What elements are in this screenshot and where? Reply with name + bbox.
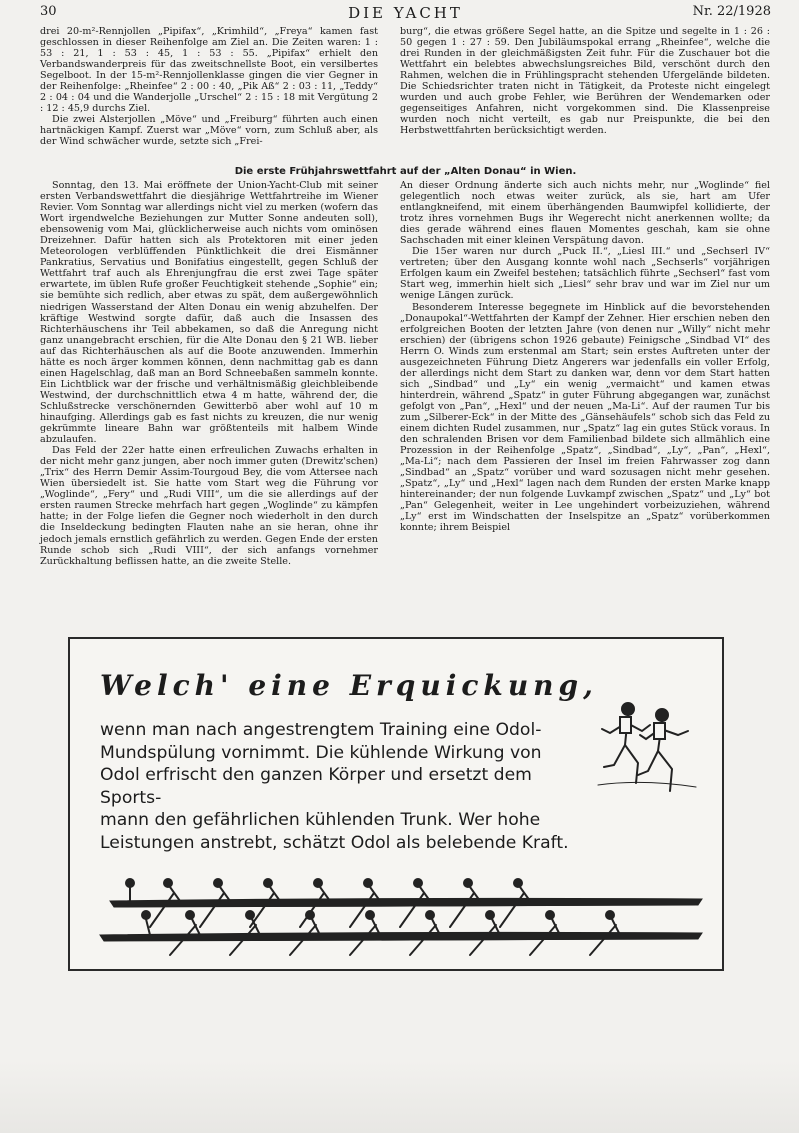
ad-line: Leistungen anstrebt, schätzt Odol als belebende Kraft. — [100, 832, 569, 853]
paragraph: burg“, die etwas größere Segel hatte, an die Spitze und segelte in 1 : 26 : 50 gegen 1 : 27 : 59. Den Jubiläumspokal errang „Rheinfee“, welche die drei Runden in der gleichmäßigsten Zeit fuhr. Für die Zuschauer bot die Wettfahrt ein belebtes abwechslungsreiches Bild, verschönt durch den Rahmen, welchen die in Frühlingspracht stehenden Ufergelände bildeten. Die Schiedsrichter traten nicht in Tätigkeit, da Proteste nicht eingelegt wurden und auch grobe Fehler, wie Berühren der Wendemarken oder gegenseitiges Anfahren, nicht vorgekommen sind. Die Klassenpreise wurden noch nicht verteilt, es gab nur Preispunkte, die bei den Herbstwettfahrten berücksichtigt werden. — [400, 26, 770, 137]
article-left-column — [40, 180, 378, 567]
article-right-column — [400, 180, 770, 534]
page-number: 30 — [40, 4, 57, 19]
issue-number: Nr. 22/1928 — [692, 4, 771, 19]
ad-line: wenn man nach angestrengtem Training eine Odol- — [100, 720, 542, 740]
ad-line: mann den gefährlichen kühlenden Trunk. Wer hohe — [100, 810, 541, 831]
paragraph: Die zwei Alsterjollen „Möve“ und „Freiburg“ führten auch einen hartnäckigen Kampf. Zuerst war „Möve“ vorn, zum Schluß aber, als der Wind schwächer wurde, setzte sich „Frei- — [40, 114, 378, 148]
paragraph: Sonntag, den 13. Mai eröffnete der Union-Yacht-Club mit seiner ersten Verbandswettfahrt die diesjährige Wettfahrtreihe im Wiener Revier. Vom Sonntag war allerdings nicht viel zu merken (wofern das Wort irgendwelche Beziehungen zur Mutter Sonne andeuten soll), ebensowenig vom Mai, glücklicherweise auch nichts vom ominösen Dreizehner. Dafür hatten sich als Protektoren mit einer jeden Meteorologen verblüffenden Pünktlichkeit die drei Eismänner Pankratius, Servatius und Bonifatius eingestellt, gegen Schluß der Wettfahrt traf auch als Ehrenjungfrau die erst zwei Tage später erwartete, im üblen Rufe großer Feuchtigkeit stehende „Sophie“ ein; sie bemühte sich redlich, aber etwas zu spät, dem außergewöhnlich niedrigen Wasserstand der Alten Donau ein wenig abzuhelfen. Der kräftige Westwind sorgte dafür, daß auch die Insassen des Richterhäuschens ihr Teil abbekamen, so daß die Anregung nicht ganz unangebracht erschien, für die Alte Donau den § 21 WB. lieber auf das Richterhäuschen als auf die Boote anzuwenden. Immerhin hätte es noch ärger kommen können, denn nachmittag gab es dann einen Hagelschlag, daß man an Bord Schneebaßen sammeln konnte. Ein Lichtblick war der frische und verhältnismäßig gleichbleibende Westwind, der durchschnittlich etwa 4 m hatte, während der, die Schlußstrecke verschönernden Gewitterbö aber wohl auf 10 m hinaufging. Allerdings gab es fast nichts zu kreuzen, die nur wenig gekrümmte lineare Bahn war größtenteils mit halbem Winde abzulaufen. — [40, 180, 378, 446]
paragraph: Die 15er waren nur durch „Puck II.“, „Liesl III.“ und „Sechserl IV“ vertreten; über den Ausgang konnte wohl nach „Sechserls“ vorjährigen Erfolgen kaum ein Zweifel bestehen; tatsächlich führte „Sechserl“ fast vom Start weg, immerhin hielt sich „Liesl“ sehr brav und war im Ziel nur um wenige Längen zurück. — [400, 246, 770, 302]
rowing-crew-illustration — [90, 857, 710, 957]
top-right-column — [400, 26, 770, 136]
ad-headline: Welch' eine Erquickung, — [100, 669, 598, 702]
article-title: Die erste Frühjahrswettfahrt auf der „Alten Donau“ in Wien. — [234, 166, 577, 177]
ad-line: Odol erfrischt den ganzen Körper und ersetzt dem Sports- — [100, 765, 532, 808]
page-header — [40, 4, 771, 22]
paragraph: Das Feld der 22er hatte einen erfreulichen Zuwachs erhalten in der nicht mehr ganz jungen, aber noch immer guten (Drewitz'schen) „Trix“ des Herrn Demir Assim-Tourgoud Bey, die vom Attersee nach Wien übersiedelt ist. Sie hatte vom Start weg die Führung vor „Woglinde“, „Fery“ und „Rudi VIII“, um die sie allerdings auf der ersten raumen Strecke mehrfach hart gegen „Woglinde“ zu kämpfen hatte; in der Folge liefen die Gegner noch wiederholt in den durch die Inseldeckung bedingten Flauten nahe an sie heran, ohne ihr jedoch jemals ernstlich gefährlich zu werden. Gegen Ende der ersten Runde schob sich „Rudi VIII“, der sich anfangs vornehmer Zurückhaltung beflissen hatte, an die zweite Stelle. — [40, 445, 378, 567]
ad-line: Mundspülung vornimmt. Die kühlende Wirkung von — [100, 742, 542, 763]
paragraph: Besonderem Interesse begegnete im Hinblick auf die bevorstehenden „Donaupokal“-Wettfahrten der Kampf der Zehner. Hier erschien neben den erfolgreichen Booten der letzten Jahre (von denen nur „Willy“ nicht mehr erschien) der (übrigens schon 1926 gebaute) Feinigsche „Sindbad VI“ des Herrn O. Winds zum erstenmal am Start; sein erstes Auftreten unter der ausgezeichneten Führung Dietz Angerers war jedenfalls ein voller Erfolg, der allerdings nicht dem Start zu danken war, denn vor dem Start hatten sich „Sindbad“ und „Ly“ ein wenig „vermaicht“ und kamen etwas hinterdrein, während „Spatz“ in guter Führung abgegangen war, zunächst gefolgt von „Pan“, „Hexl“ und der neuen „Ma-Li“. Auf der raumen Tur bis zum „Silberer-Eck“ in der Mitte des „Gänsehäufels“ schob sich das Feld zu einem dichten Rudel zusammen, nur „Spatz“ lag ein gutes Stück voraus. In den schralenden Brisen vor dem Familienbad bildete sich allmählich eine Prozession in der Reihenfolge „Spatz“, „Sindbad“, „Ly“, „Pan“, „Hexl“, „Ma-Li“; nach dem Passieren der Insel im freien Fahrwasser zog dann „Sindbad“ an „Spatz“ vorüber und ward sozusagen nicht mehr gesehen. „Spatz“, „Ly“ und „Hexl“ lagen nach dem Runden der ersten Marke knapp hintereinander; der nun folgende Luvkampf zwischen „Spatz“ und „Ly“ bot „Pan“ Gelegenheit, weiter in Lee ungehindert vorbeizuziehen, während „Ly“ erst im Windschatten der Inselspitze an „Spatz“ vorüberkommen konnte; ihrem Beispiel — [400, 301, 770, 534]
top-left-column — [40, 26, 378, 148]
masthead: DIE YACHT — [348, 4, 463, 22]
paragraph: drei 20-m²-Rennjollen „Pipifax“, „Krimhild“, „Freya“ kamen fast geschlossen in dieser Reihenfolge am Ziel an. Die Zeiten waren: 1 : 53 : 21, 1 : 53 : 45, 1 : 53 : 55. „Pipifax“ erhielt den Verbandswanderpreis für das zweitschnellste Boot, ein versilbertes Segelboot. In der 15-m²-Rennjollenklasse gingen die vier Gegner in der Reihenfolge: „Rheinfee“ 2 : 00 : 40, „Pik Aß“ 2 : 03 : 11, „Teddy“ 2 : 04 : 04 und die Wanderjolle „Urschel“ 2 : 15 : 18 mit Vergütung 2 : 12 : 45,9 durchs Ziel. — [40, 26, 378, 115]
ad-body — [100, 719, 580, 855]
page-margin — [0, 1060, 799, 1133]
odol-advertisement — [68, 637, 724, 971]
paragraph: An dieser Ordnung änderte sich auch nichts mehr, nur „Woglinde“ fiel gelegentlich noch etwas weiter zurück, als sie, hart am Ufer entlangkneifend, mit einem überhängenden Baumwipfel kollidierte, der trotz ihres vornehmen Bugs ihr Wegerecht nicht anerkennen wollte; da dies gerade während eines flauen Momentes geschah, kam sie ohne Sachschaden mit einer kleinen Verspätung davon. — [400, 180, 770, 247]
runners-illustration — [592, 695, 702, 805]
